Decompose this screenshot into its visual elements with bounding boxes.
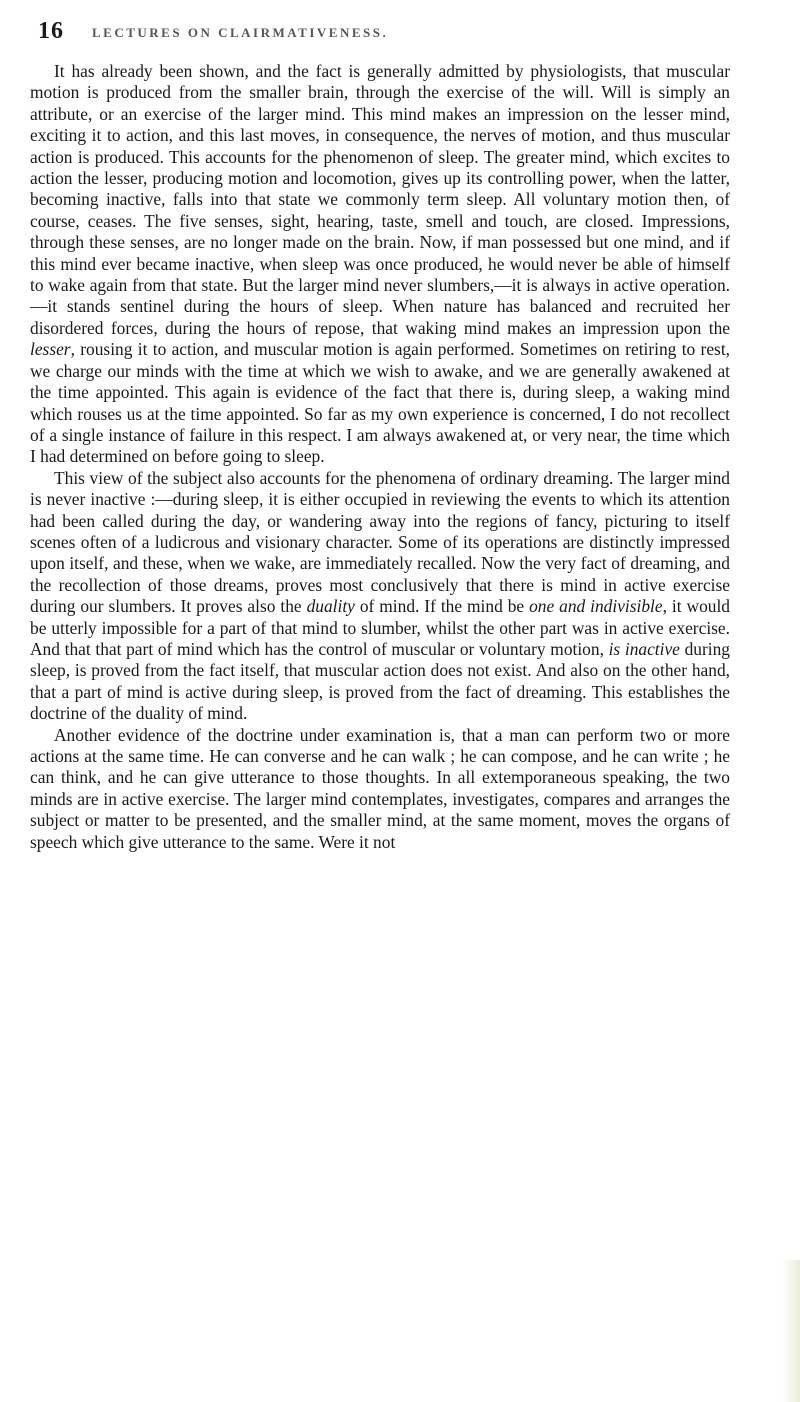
paragraph — [30, 725, 730, 853]
text-run: during sleep, is proved from the fact itself, that muscular action does not exist. And also on the other hand, that a part of mind is active during sleep, is proved from the fact of dreaming. This establishes the doctrine of the duality of mind. — [30, 638, 730, 724]
paragraph — [30, 61, 730, 468]
text-run: Another evidence of the doctrine under examination is, that a man can perform two or more actions at the same time. He can converse and he can walk ; he can compose, and he can write ; he can think, and he can give utterance to those thoughts. In all extemporaneous speaking, the two minds are in active exercise. The larger mind contemplates, investigates, compares and arranges the subject or matter to be presented, and the smaller mind, at the same moment, moves the organs of speech which give utterance to the same. Were it not — [30, 724, 730, 852]
running-title: LECTURES ON CLAIRMATIVENESS. — [92, 25, 389, 40]
text-run: It has already been shown, and the fact is generally admitted by physiologists, that muscular motion is produced from the smaller brain, through the exercise of the will. Will is simply an attribute, or an exercise of the larger mind. This mind makes an impression on the lesser mind, exciting it to action, and this last moves, in consequence, the nerves of motion, and thus muscular action is produced. This accounts for the phenomenon of sleep. The greater mind, which excites to action the lesser, producing motion and locomotion, gives up its controlling power, when the latter, becoming inactive, falls into that state we commonly term sleep. All voluntary motion then, of course, ceases. The five senses, sight, hearing, taste, smell and touch, are closed. Impressions, through these senses, are no longer made on the brain. Now, if man possessed but one mind, and if this mind ever became inactive, when sleep was once produced, he would never be able of himself to wake again from that state. But the larger mind never slumbers,—it is always in active operation.—it stands sentinel during the hours of sleep. When nature has balanced and recruited her disordered forces, during the hours of repose, that waking mind makes an impression upon the — [30, 61, 730, 338]
text-run: of mind. If the mind be — [354, 596, 530, 617]
italic-text-run: duality — [306, 596, 355, 617]
italic-text-run: one and indivisible — [529, 596, 663, 617]
text-run: , rousing it to action, and muscular motion is again performed. Sometimes on retiring to rest, we charge our minds with the time at which we wish to awake, and we are generally awakened at the time appointed. This again is evidence of the fact that there is, during sleep, a waking mind which rouses us at the time appointed. So far as my own experience is concerned, I do not recollect of a single instance of failure in this respect. I am always awakened at, or very near, the time which I had determined on before going to sleep. — [30, 339, 730, 467]
running-head — [38, 18, 738, 48]
page-number: 16 — [38, 18, 64, 44]
italic-text-run: lesser — [30, 339, 71, 360]
italic-text-run: is inactive — [608, 638, 680, 659]
body-text — [30, 61, 730, 853]
paragraph — [30, 468, 730, 725]
text-run: , it would be utterly impossible for a part of that mind to slumber, whilst the other part was in active exercise. And that that part of mind which has the control of muscular or voluntary motion, — [30, 596, 730, 659]
text-run: This view of the subject also accounts for the phenomena of ordinary dreaming. The larger mind is never inactive :—during sleep, it is either occupied in reviewing the events to which its attention had been called during the day, or wandering away into the regions of fancy, picturing to itself scenes often of a ludicrous and visionary character. Some of its operations are distinctly impressed upon itself, and these, when we wake, are immediately recalled. Now the very fact of dreaming, and the recollection of those dreams, proves most conclusively that there is mind in active exercise during our slumbers. It proves also the — [30, 467, 730, 617]
page-edge-shadow — [782, 1260, 800, 1402]
